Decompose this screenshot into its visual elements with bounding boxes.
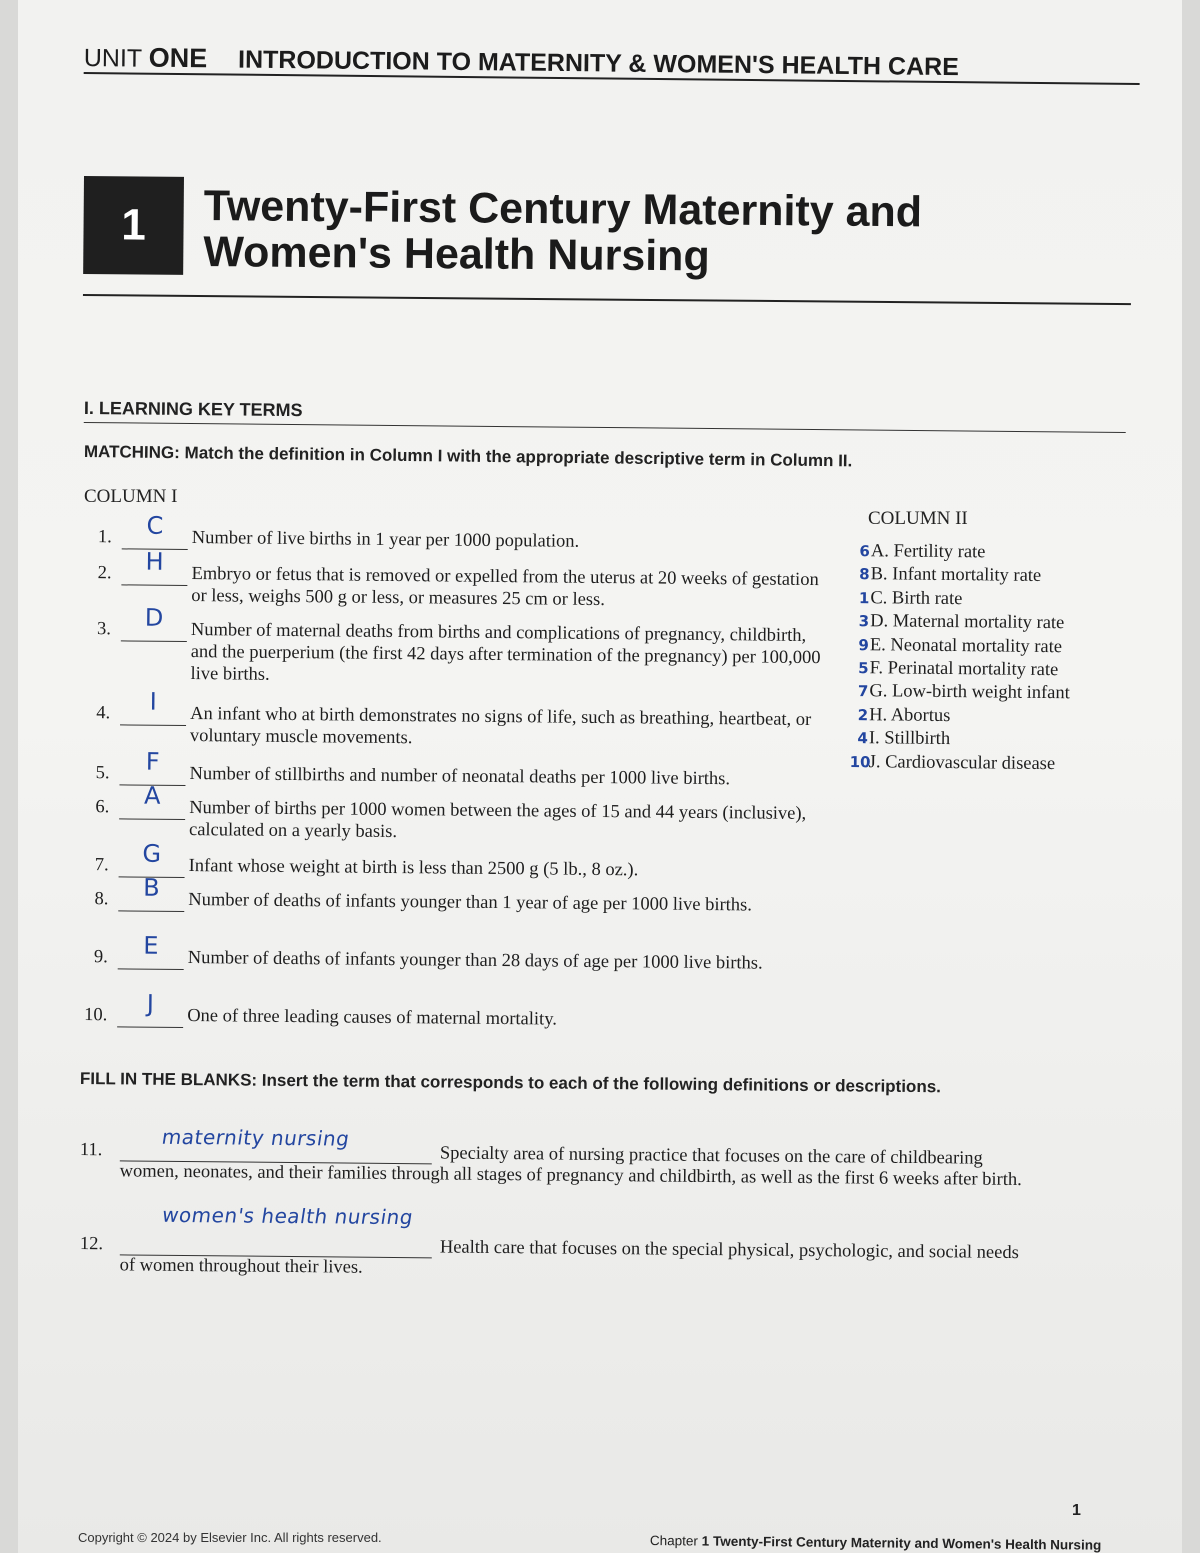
handwritten-answer: H <box>145 547 164 576</box>
term-label: A. Fertility rate <box>870 541 986 563</box>
unit-number: ONE <box>148 42 208 74</box>
handwritten-mark: 8 <box>859 565 870 584</box>
handwritten-mark: 6 <box>859 542 870 561</box>
term-label: G. Low-birth weight infant <box>869 681 1070 704</box>
handwritten-mark: 1 <box>858 588 870 607</box>
answer-blank[interactable] <box>117 989 183 1028</box>
answer-blank[interactable] <box>121 547 187 586</box>
question-number: 6. <box>95 797 110 818</box>
answer-blank[interactable] <box>121 603 187 642</box>
question-number: 8. <box>94 889 109 910</box>
unit-header <box>84 42 1140 84</box>
handwritten-mark: 9 <box>858 635 869 654</box>
fill-in-question <box>79 1202 1100 1278</box>
question-text: An infant who at birth demonstrates no signs of life, such as breathing, heartbeat, or voluntary muscle movements. <box>189 704 812 749</box>
section-heading <box>84 398 1126 429</box>
fill-in-question <box>79 1124 1100 1191</box>
matching-question <box>78 873 838 916</box>
term-item <box>851 610 1111 636</box>
workbook-page <box>18 0 1182 1553</box>
column-one-label: COLUMN I <box>84 486 178 507</box>
question-text-continued: of women throughout their lives. <box>119 1255 363 1278</box>
term-label: J. Cardiovascular disease <box>868 751 1056 774</box>
question-text: Specialty area of nursing practice that focuses on the care of childbearing <box>439 1143 983 1169</box>
question-number: 9. <box>93 947 108 968</box>
chapter-title-line2: Women's Health Nursing <box>203 228 710 281</box>
term-label: E. Neonatal mortality rate <box>869 634 1063 657</box>
handwritten-answer: B <box>143 873 160 902</box>
footer-chapter-title <box>650 1533 1101 1553</box>
matching-question <box>77 989 837 1030</box>
question-text: Health care that focuses on the special physical, psychologic, and social needs <box>439 1237 1019 1264</box>
page-number: 1 <box>1072 1502 1081 1519</box>
term-item <box>850 751 1110 777</box>
term-item <box>852 540 1112 566</box>
answer-blank[interactable] <box>120 1124 432 1164</box>
copyright-notice: Copyright © 2024 by Elsevier Inc. All rights reserved. <box>78 1530 382 1545</box>
handwritten-answer: C <box>146 511 164 540</box>
term-label: B. Infant mortality rate <box>870 564 1042 587</box>
matching-question <box>78 931 838 974</box>
term-label: F. Perinatal mortality rate <box>869 658 1059 681</box>
term-label: D. Maternal mortality rate <box>870 611 1065 634</box>
term-item <box>851 657 1111 683</box>
matching-instruction: MATCHING: Match the definition in Column I with the appropriate descriptive term in Column II. <box>83 442 853 471</box>
question-number: 2. <box>97 563 112 584</box>
handwritten-answer: maternity nursing <box>160 1124 352 1151</box>
matching-question <box>79 839 839 881</box>
fill-in-instruction: FILL IN THE BLANKS: Insert the term that corresponds to each of the following definitions or descriptions. <box>79 1069 942 1097</box>
chapter-title <box>203 183 1124 283</box>
matching-question-list <box>77 511 842 1047</box>
handwritten-answer: I <box>149 687 157 716</box>
question-text: Number of deaths of infants younger than 28 days of age per 1000 live births. <box>187 948 763 974</box>
footer-chapter-name: Twenty-First Century Maternity and Women's Health Nursing <box>712 1533 1102 1553</box>
term-item <box>851 587 1111 613</box>
handwritten-answer: F <box>145 747 160 776</box>
term-label: I. Stillbirth <box>868 728 951 750</box>
question-text-continued: women, neonates, and their families through all stages of pregnancy and childbirth, as well as the first 6 weeks after birth. <box>119 1161 1022 1191</box>
chapter-number-box <box>83 176 184 275</box>
question-number: 3. <box>96 619 112 640</box>
term-item <box>852 563 1112 589</box>
question-text: Number of births per 1000 women between the ages of 15 and 44 years (inclusive), calculated on a yearly basis. <box>188 798 807 843</box>
question-number: 4. <box>96 703 111 724</box>
unit-label: UNIT <box>83 43 142 73</box>
matching-question <box>80 687 840 749</box>
matching-question <box>81 603 841 685</box>
question-text: One of three leading causes of maternal mortality. <box>187 1006 558 1030</box>
answer-blank[interactable] <box>119 781 185 820</box>
answer-blank[interactable] <box>122 511 188 550</box>
chapter-number: 1 <box>121 200 147 250</box>
question-text: Infant whose weight at birth is less than 2500 g (5 lb., 8 oz.). <box>188 856 639 881</box>
chapter-title-line1: Twenty-First Century Maternity and <box>203 182 923 237</box>
answer-blank[interactable] <box>118 873 184 912</box>
matching-question <box>82 547 842 611</box>
answer-blank[interactable] <box>120 687 186 726</box>
handwritten-mark: 10 <box>849 752 871 771</box>
matching-question <box>80 747 840 790</box>
chapter-title-block <box>84 176 1132 281</box>
question-text: Embryo or fetus that is removed or expelled from the uterus at 20 weeks of gestation or less, weighs 500 g or less, or measures 25 cm or less. <box>191 564 819 611</box>
unit-title: INTRODUCTION TO MATERNITY & WOMEN'S HEALTH CARE <box>237 45 959 82</box>
column-two-label: COLUMN II <box>868 508 968 529</box>
question-text: Number of maternal deaths from births and complications of pregnancy, childbirth, and the puerperium (the first 42 days after termination of the pregnancy) per 100,000 live births. <box>190 620 821 685</box>
handwritten-mark: 5 <box>858 659 869 678</box>
section-heading-text: I. LEARNING KEY TERMS <box>83 398 303 421</box>
answer-blank[interactable] <box>118 931 184 970</box>
handwritten-answer: G <box>142 839 162 868</box>
term-item <box>851 634 1111 660</box>
chapter-title-rule <box>83 294 1131 305</box>
term-item <box>850 680 1110 706</box>
question-number: 7. <box>94 855 109 876</box>
question-number: 5. <box>95 763 110 784</box>
question-number: 1. <box>97 527 112 548</box>
term-list <box>850 540 1112 777</box>
term-label: C. Birth rate <box>870 587 963 609</box>
term-label: H. Abortus <box>869 704 951 726</box>
handwritten-mark: 3 <box>858 612 870 631</box>
handwritten-answer: A <box>144 781 161 810</box>
question-text: Number of stillbirths and number of neonatal deaths per 1000 live births. <box>189 764 731 790</box>
question-text: Number of deaths of infants younger than 1 year of age per 1000 live births. <box>188 890 753 916</box>
term-item <box>850 727 1110 753</box>
question-number: 12. <box>79 1234 104 1255</box>
term-item <box>850 704 1110 730</box>
handwritten-answer: D <box>144 603 164 632</box>
answer-blank[interactable] <box>120 1202 432 1258</box>
question-number: 11. <box>79 1140 103 1161</box>
section-rule <box>84 422 1126 433</box>
handwritten-mark: 2 <box>857 705 869 724</box>
question-number: 10. <box>84 1005 108 1026</box>
matching-question <box>79 781 839 843</box>
handwritten-answer: women's health nursing <box>160 1202 415 1230</box>
question-text: Number of live births in 1 year per 1000 population. <box>191 528 580 552</box>
matching-question <box>82 511 842 552</box>
handwritten-mark: 4 <box>857 729 869 748</box>
footer-chapter-prefix: Chapter <box>649 1533 699 1549</box>
handwritten-answer: E <box>143 931 159 960</box>
handwritten-mark: 7 <box>857 682 869 701</box>
footer-chapter-number: 1 <box>701 1533 710 1549</box>
handwritten-answer: J <box>146 989 155 1018</box>
